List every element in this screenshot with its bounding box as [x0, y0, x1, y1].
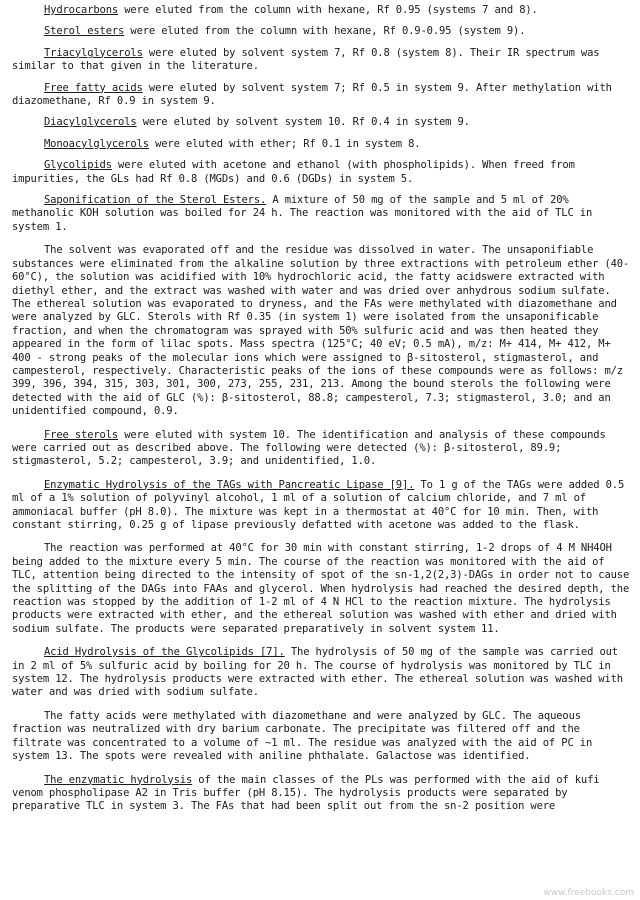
paragraph-triacylglycerols [12, 47, 634, 74]
paragraph-text: of the main classes of the PLs was performed with the aid of kufi venom phospholipase A2 in Tris buffer (pH 8.15). The hydrolysis products were separated by preparative TLC in system 3. The FAs that had been split out from the sn-2 position were [12, 773, 600, 813]
paragraph-lead: Monoacylglycerols [44, 137, 149, 150]
paragraph-lead: Glycolipids [44, 159, 112, 172]
paragraph-text: The solvent was evaporated off and the residue was dissolved in water. The unsaponifiable substances were eliminated from the alkaline solution by three extractions with petroleum ether (40-60°C), the solution was acidified with 10% hydrochloric acid, the fatty acidswere extracted with diethyl ether, and the extract was washed with water and was dried over anhydrous sodium sulfate. The ethereal solution was evaporated to dryness, and the FAs were methylated with diazomethane and were analyzed by GLC. Sterols with Rf 0.35 (in system 1) were isolated from the unsaponificable fraction, and when the chromatogram was sprayed with 50% sulfuric acid and was then heated they appeared in the form of lilac spots. Mass spectra (125°C; 40 eV; 0.5 mA), m/z: M+ 414, M+ 412, M+ 400 - strong peaks of the molecular ions which were assigned to β-sitosterol, stigmasterol, and campesterol, respectively. Characteristic peaks of the ions of these compounds were as follows: m/z 399, 396, 394, 315, 303, 301, 300, 273, 255, 231, 213. Among the bound sterols the following were detected with the aid of GLC (%): β-sitosterol, 88.8; campesterol, 7.3; stigmasterol, 3.0; and an unidentified compound, 0.9. [12, 244, 630, 418]
paragraph-text: The hydrolysis of 50 mg of the sample was carried out in 2 ml of 5% sulfuric acid by boiling for 20 h. The course of hydrolysis was monitored by TLC in system 12. The hydrolysis products were extracted with ether. The ethereal solution was washed with water and was dried with sodium sulfate. [12, 646, 623, 699]
paragraph-sterol-esters [12, 25, 634, 38]
paragraph-monoacylglycerols [12, 138, 634, 151]
paragraph-free-sterols [12, 429, 634, 469]
watermark: www.freebooks.com [543, 888, 634, 898]
paragraph-lead: Free sterols [44, 428, 119, 441]
paragraph-text: were eluted from the column with hexane, Rf 0.95 (systems 7 and 8). [118, 4, 538, 16]
paragraph-diacylglycerols [12, 116, 634, 129]
paragraph-lead: Hydrocarbons [44, 4, 119, 16]
paragraph-text: The reaction was performed at 40°C for 30 min with constant stirring, 1-2 drops of 4 M NH4OH being added to the mixture every 5 min. The course of the reaction was monitored with the aid of TLC, attention being directed to the intensity of spot of the sn-1,2(2,3)-DAGs in order not to cause the splitting of the DAGs into FAAs and glycerol. When hydrolysis had reached the desired depth, the reaction was stopped by the addition of 1-2 ml of 4 N HCl to the reaction mixture. The hydrolysis products were extracted with ether, and the ethereal solution was washed with ether and dried with sodium sulfate. The products were separated preparatively in solvent system 11. [12, 542, 630, 635]
paragraph-lead: The enzymatic hydrolysis [44, 773, 193, 786]
paragraph-lead: Free fatty acids [44, 81, 143, 94]
paragraph-hydrocarbons [12, 4, 634, 17]
paragraph-free-fatty-acids [12, 82, 634, 109]
paragraph-lead: Sterol esters [44, 25, 125, 38]
paragraph-text: were eluted with ether; Rf 0.1 in system 8. [148, 137, 421, 150]
paragraph-lead: Triacylglycerols [44, 46, 143, 59]
paragraph-enzymatic-hydrolysis-pls [12, 774, 634, 814]
paragraph-lead: Acid Hydrolysis of the Glycolipids [7]. [44, 646, 285, 659]
paragraph-text: were eluted by solvent system 10. Rf 0.4 in system 9. [136, 116, 470, 129]
paragraph-lead: Enzymatic Hydrolysis of the TAGs with Pancreatic Lipase [9]. [44, 478, 415, 491]
paragraph-text: were eluted with system 10. The identification and analysis of these compounds were carried out as described above. The following were detected (%): β-sitosterol, 89.9; stigmasterol, 5.2; campesterol, 3.9; and unidentified, 1.0. [12, 428, 606, 468]
paragraph-text: The fatty acids were methylated with diazomethane and were analyzed by GLC. The aqueous fraction was neutralized with dry barium carbonate. The precipitate was filtered off and the filtrate was concentrated to a volume of ~1 ml. The residue was analyzed with the aid of PC in system 13. The spots were revealed with aniline phthalate. Galactose was identified. [12, 709, 593, 763]
paragraph-solvent-evaporation [12, 244, 634, 418]
paragraph-lead: Diacylglycerols [44, 116, 137, 129]
paragraph-text: To 1 g of the TAGs were added 0.5 ml of a 1% solution of polyvinyl alcohol, 1 ml of a solution of calcium chloride, and 7 ml of ammoniacal buffer (pH 8.0). The mixture was kept in a thermostat at 40°C for 10 min. Then, with constant stirring, 0.25 g of lipase previously defatted with acetone was added to the flask. [12, 478, 625, 531]
paragraph-text: were eluted from the column with hexane, Rf 0.9-0.95 (system 9). [124, 25, 526, 38]
paragraph-enzymatic-hydrolysis-tags [12, 479, 634, 533]
paragraph-text: A mixture of 50 mg of the sample and 5 ml of 20% methanolic KOH solution was boiled for 24 h. The reaction was monitored with the aid of TLC in system 1. [12, 194, 593, 233]
paragraph-text: were eluted by solvent system 7, Rf 0.8 (system 8). Their IR spectrum was similar to that given in the literature. [12, 46, 600, 73]
paragraph-text: were eluted with acetone and ethanol (with phospholipids). When freed from impurities, the GLs had Rf 0.8 (MGDs) and 0.6 (DGDs) in system 5. [12, 159, 575, 185]
paragraph-fatty-acid-methylation [12, 710, 634, 764]
paragraph-glycolipids [12, 159, 634, 186]
paragraph-acid-hydrolysis [12, 646, 634, 700]
paragraph-saponification [12, 194, 634, 234]
paragraph-text: were eluted by solvent system 7; Rf 0.5 in system 9. After methylation with diazomethane, Rf 0.9 in system 9. [12, 81, 612, 108]
paragraph-reaction-conditions [12, 542, 634, 636]
paragraph-lead: Saponification of the Sterol Esters. [44, 194, 267, 207]
